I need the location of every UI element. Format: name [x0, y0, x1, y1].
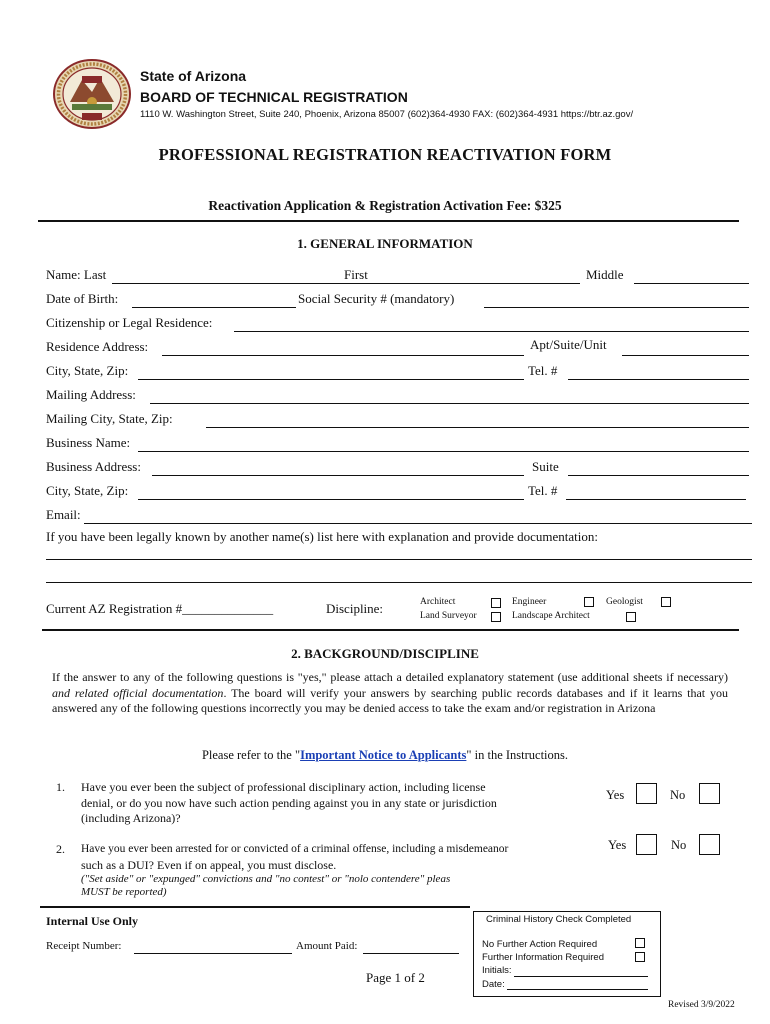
architect-checkbox[interactable] — [491, 598, 501, 608]
city-field-2[interactable] — [138, 499, 524, 500]
residence-address-field[interactable] — [162, 355, 524, 356]
notice-line — [0, 748, 770, 763]
question-2-yes-label: Yes — [608, 838, 627, 852]
business-address-row — [46, 460, 752, 478]
label-business-address: Business Address: — [46, 459, 141, 474]
question-2-text — [81, 842, 508, 899]
question-2-line-2: such as a DUI? Even if on appeal, you must disclose. — [81, 857, 337, 872]
background-paragraph — [52, 670, 728, 717]
dob-row — [46, 292, 752, 310]
question-1-text — [81, 780, 497, 827]
suite-field[interactable] — [568, 475, 749, 476]
paragraph-italic: and related official documentation — [52, 685, 224, 700]
label-last-name: Name: Last — [46, 267, 107, 282]
arizona-seal — [52, 58, 132, 130]
notice-post: " in the Instructions. — [466, 748, 569, 762]
business-name-row — [46, 436, 752, 454]
middle-name-field[interactable] — [634, 283, 749, 284]
question-2-no-box[interactable] — [699, 834, 720, 855]
mailing-city-field[interactable] — [206, 427, 749, 428]
question-2-line-1: Have you ever been arrested for or convicted of a criminal offense, including a misdemeanor — [81, 843, 509, 855]
label-landscape-architect: Landscape Architect — [512, 611, 590, 621]
label-dob: Date of Birth: — [46, 291, 119, 306]
label-engineer: Engineer — [512, 597, 547, 607]
important-notice-link[interactable]: Important Notice to Applicants — [300, 748, 467, 762]
email-row — [46, 508, 752, 526]
form-title: PROFESSIONAL REGISTRATION REACTIVATION FORM — [158, 145, 612, 164]
other-names-line-2[interactable] — [46, 582, 752, 583]
question-2-yes-box[interactable] — [636, 834, 657, 855]
landscape-architect-checkbox[interactable] — [626, 612, 636, 622]
geologist-checkbox[interactable] — [661, 597, 671, 607]
question-2-note-2: MUST be reported) — [81, 886, 167, 898]
question-1-line-3: (including Arizona)? — [81, 811, 181, 825]
fee-line: Reactivation Application & Registration Activation Fee: $325 — [208, 198, 562, 213]
label-apt: Apt/Suite/Unit — [530, 337, 607, 352]
first-name-field[interactable] — [372, 283, 580, 284]
last-name-field[interactable] — [112, 283, 388, 284]
label-ssn: Social Security # (mandatory) — [298, 291, 455, 306]
label-land-surveyor: Land Surveyor — [420, 611, 477, 621]
apt-field[interactable] — [622, 355, 749, 356]
tel-field-2[interactable] — [566, 499, 746, 500]
mailing-address-field[interactable] — [150, 403, 749, 404]
question-2-note-1: ("Set aside" or "expunged" convictions and "no contest" or "nolo contendere" pleas — [81, 873, 451, 885]
question-2-no-label: No — [671, 838, 687, 852]
label-tel-1: Tel. # — [528, 363, 558, 378]
footer-divider — [40, 906, 470, 908]
date-label: Date: — [482, 979, 505, 990]
citizenship-field[interactable] — [234, 331, 749, 332]
email-field[interactable] — [84, 523, 752, 524]
further-info-checkbox[interactable] — [635, 952, 645, 962]
question-1-no-box[interactable] — [699, 783, 720, 804]
label-residence: Residence Address: — [46, 339, 149, 354]
other-names-line-1[interactable] — [46, 559, 752, 560]
section-divider-2 — [42, 629, 739, 631]
label-discipline: Discipline: — [326, 601, 384, 616]
current-registration: Current AZ Registration #______________ — [46, 601, 274, 616]
engineer-checkbox[interactable] — [584, 597, 594, 607]
question-1-no-label: No — [670, 788, 686, 802]
question-2-number: 2. — [56, 842, 65, 856]
city-row-1 — [46, 364, 752, 382]
state-name: State of Arizona — [140, 68, 247, 84]
section-2-title: 2. BACKGROUND/DISCIPLINE — [291, 646, 479, 661]
section-divider — [38, 220, 739, 222]
criminal-history-box — [473, 911, 661, 997]
date-field[interactable] — [507, 989, 648, 990]
name-row — [46, 268, 752, 286]
other-names-prompt: If you have been legally known by another name(s) list here with explanation and provide documentation: — [46, 529, 598, 544]
land-surveyor-checkbox[interactable] — [491, 612, 501, 622]
business-address-field[interactable] — [152, 475, 524, 476]
label-geologist: Geologist — [606, 597, 643, 607]
question-1-line-1: Have you ever been the subject of professional disciplinary action, including license — [81, 780, 486, 794]
label-middle-name: Middle — [586, 267, 624, 282]
label-suite: Suite — [532, 459, 559, 474]
paragraph-part-b: . The board will verify your answers by searching public records databases and if it learns that you answered any of the following questions incorrectly you may be denied access to take the exam and/or registration in Arizona — [52, 685, 728, 715]
revised-date: Revised 3/9/2022 — [668, 1000, 735, 1010]
label-business-name: Business Name: — [46, 435, 131, 450]
city-field-1[interactable] — [138, 379, 524, 380]
further-info-label: Further Information Required — [482, 952, 604, 963]
section-1-title: 1. GENERAL INFORMATION — [297, 236, 473, 251]
amount-label: Amount Paid: — [296, 940, 358, 952]
internal-use-label: Internal Use Only — [46, 914, 139, 928]
question-1-yes-box[interactable] — [636, 783, 657, 804]
mailing-row — [46, 388, 752, 406]
label-mailing: Mailing Address: — [46, 387, 136, 402]
question-1-number: 1. — [56, 780, 65, 794]
question-1-line-2: denial, or do you now have such action pending against you in any state or jurisdiction — [81, 795, 497, 810]
dob-field[interactable] — [132, 307, 296, 308]
label-tel-2: Tel. # — [528, 483, 558, 498]
tel-field-1[interactable] — [568, 379, 749, 380]
mailing-city-row — [46, 412, 752, 430]
board-name: BOARD OF TECHNICAL REGISTRATION — [140, 89, 408, 105]
amount-field[interactable] — [363, 953, 459, 954]
label-email: Email: — [46, 507, 81, 522]
label-architect: Architect — [420, 597, 456, 607]
board-address: 1110 W. Washington Street, Suite 240, Phoenix, Arizona 85007 (602)364-4930 FAX: (602)364-4931 https://btr.az.gov/ — [140, 109, 634, 120]
citizenship-row — [46, 316, 752, 334]
label-city-1: City, State, Zip: — [46, 363, 129, 378]
initials-field[interactable] — [514, 976, 648, 977]
notice-pre: Please refer to the " — [201, 748, 301, 762]
receipt-field[interactable] — [134, 953, 292, 954]
page-number: Page 1 of 2 — [366, 970, 425, 985]
no-further-action-label: No Further Action Required — [482, 939, 598, 950]
question-1-yes-label: Yes — [606, 788, 625, 802]
label-citizenship: Citizenship or Legal Residence: — [46, 315, 213, 330]
label-first-name: First — [344, 267, 368, 282]
label-city-2: City, State, Zip: — [46, 483, 129, 498]
receipt-label: Receipt Number: — [46, 940, 122, 952]
no-further-action-checkbox[interactable] — [635, 938, 645, 948]
initials-label: Initials: — [482, 965, 512, 976]
residence-row — [46, 337, 752, 358]
paragraph-part-a: If the answer to any of the following questions is "yes," please attach a detailed explanatory statement (use additional sheets if necessary) — [52, 670, 728, 684]
criminal-history-title: Criminal History Check Completed — [486, 914, 632, 925]
label-mailing-city: Mailing City, State, Zip: — [46, 411, 173, 426]
business-name-field[interactable] — [138, 451, 749, 452]
ssn-field[interactable] — [484, 307, 749, 308]
city-row-2 — [46, 484, 752, 502]
